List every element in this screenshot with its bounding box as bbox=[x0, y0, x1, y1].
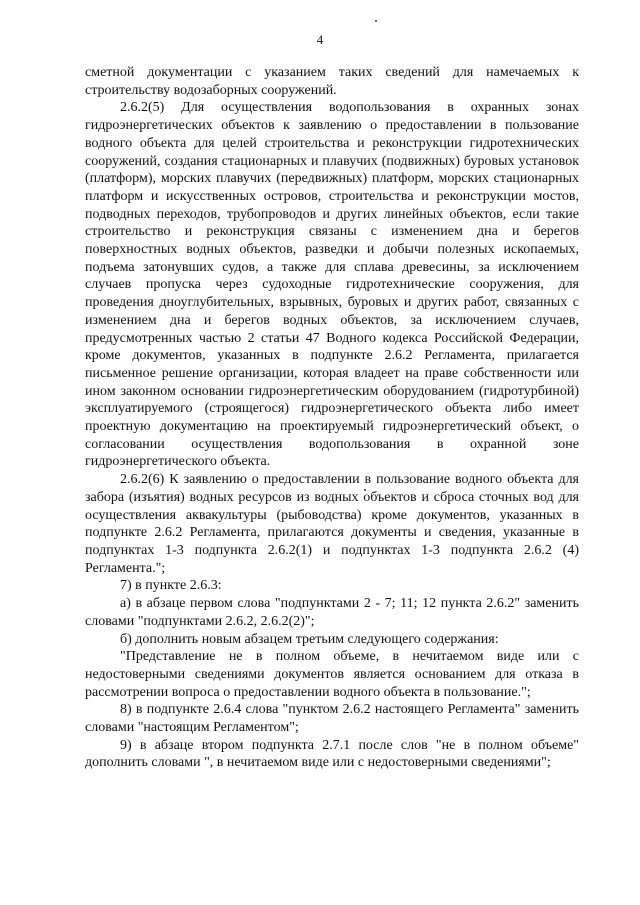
paragraph-item-9: 9) в абзаце втором подпункта 2.7.1 после слов "не в полном объеме" дополнить словами ", в нечитаемом виде или с недостоверными сведениями"; bbox=[85, 737, 579, 771]
paragraph-item-8: 8) в подпункте 2.6.4 слова "пунктом 2.6.2 настоящего Регламента" заменить словами "настоящим Регламентом"; bbox=[85, 702, 579, 736]
paragraph-item-7: 7) в пункте 2.6.3: bbox=[120, 578, 222, 594]
paragraph-2-6-2-5: 2.6.2(5) Для осуществления водопользования в охранных зонах гидроэнергетических объектов к заявлению о предоставлении в пользование водного объекта для целей строительства и реконструкции гидротехнических сооружений, создания стационарных и плавучих (подвижных) буровых установок (платформ), морских плавучих (передвижных) платформ, морских стационарных платформ и искусственных островов, строительства и реконструкции мостов, подводных переходов, трубопроводов и других линейных объектов, если такие строительство и реконструкция связаны с изменением дна и берегов поверхностных водных объектов, разведки и добычи полезных ископаемых, подъема затонувших судов, а также для сплава древесины, за исключением случаев пропуска через судоходные гидротехнические сооружения, для проведения дноуглубительных, взрывных, буровых и других работ, связанных с изменением дна и берегов водных объектов, за исключением случаев, предусмотренных частью 2 статьи 47 Водного кодекса Российской Федерации, кроме документов, указанных в подпункте 2.6.2 Регламента, прилагается письменное решение организации, которая владеет на праве собственности или ином законном основании гидроэнергетическим оборудованием (гидротурбиной) эксплуатируемого (строящегося) гидроэнергетического объекта либо имеет проектную документацию на проектируемый гидроэнергетический объект, о согласовании осуществления водопользования в охранной зоне гидроэнергетического объекта. bbox=[85, 100, 579, 470]
paragraph-quoted-new-text: "Представление не в полном объеме, в нечитаемом виде или с недостоверными сведениями документов является основанием для отказа в рассмотрении вопроса о предоставлении водного объекта в пользование."; bbox=[85, 649, 579, 700]
scan-speck bbox=[375, 20, 377, 22]
paragraph-item-7b: б) дополнить новым абзацем третьим следующего содержания: bbox=[120, 631, 499, 647]
page-number: 4 bbox=[316, 32, 324, 47]
paragraph-item-7a: а) в абзаце первом слова "подпунктами 2 - 7; 11; 12 пункта 2.6.2" заменить словами "подпунктами 2.6.2, 2.6.2(2)"; bbox=[85, 596, 579, 629]
paragraph-2-6-2-6: 2.6.2(6) К заявлению о предоставлении в пользование водного объекта для забора (изъятия) водных ресурсов из водных объектов и сброса сточных вод для осуществления аквакультуры (рыбоводства) кроме документов, указанных в подпункте 2.6.2 Регламента, прилагаются документы и сведения, указанные в подпунктах 1-3 подпункта 2.6.2(1) и подпунктах 1-3 подпункта 2.6.2 (4) Регламента."; bbox=[85, 472, 579, 576]
document-body bbox=[85, 64, 579, 772]
paragraph-continuation: сметной документации с указанием таких сведений для намечаемых к строительству водозаборных сооружений. bbox=[85, 65, 579, 98]
